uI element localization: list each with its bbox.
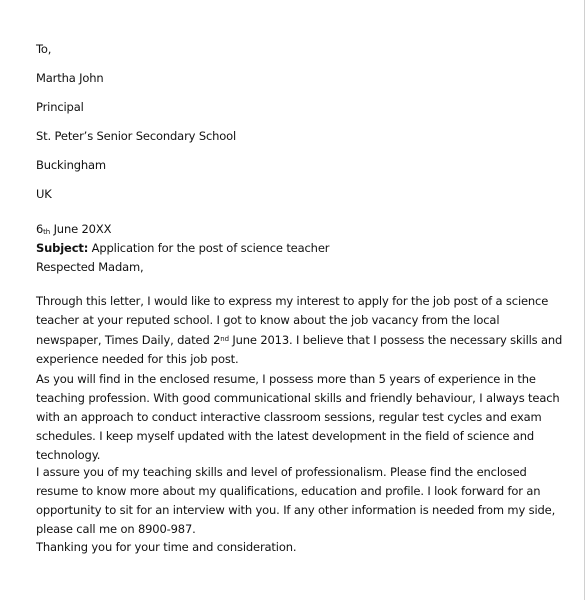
paragraph-1-text-end: June 2013. I believe that I possess the necessary skills and experience needed for this job post. xyxy=(36,333,563,366)
date-day: 6 xyxy=(36,222,44,236)
closing: Thanking you for your time and consideration. xyxy=(36,540,297,554)
school-name: St. Peter’s Senior Secondary School xyxy=(36,129,237,143)
paragraph-1-sup: nd xyxy=(220,335,229,343)
country: UK xyxy=(36,187,52,201)
date-suffix: th xyxy=(43,228,51,236)
letter-date xyxy=(36,222,111,239)
paragraph-1 xyxy=(36,292,566,369)
city: Buckingham xyxy=(36,158,106,172)
subject-label: Subject: xyxy=(36,241,89,255)
paragraph-3: I assure you of my teaching skills and level of professionalism. Please find the enclosed resume to know more about my qualifications, education and profile. I look forward for an opportunity to sit for an interview with you. If any other information is needed from my side, please call me on 8900-987. xyxy=(36,465,556,536)
greeting: Respected Madam, xyxy=(36,260,144,274)
paragraph-1-text: Through this letter, I would like to express my interest to apply for the job post of a science teacher at your reputed school. I got to know about the job vacancy from the local newspaper, Times Daily, dated 2 xyxy=(36,294,549,347)
subject-text: Application for the post of science teacher xyxy=(88,241,330,255)
salutation-to: To, xyxy=(36,42,52,56)
paragraph-2: As you will find in the enclosed resume, I possess more than 5 years of experience in the teaching profession. With good communicational skills and friendly behaviour, I always teach with an approach to conduct interactive classroom sessions, regular test cycles and exam schedules. I keep myself updated with the latest development in the field of science and technology. xyxy=(36,372,560,462)
recipient-title: Principal xyxy=(36,100,84,114)
subject-line xyxy=(36,241,329,255)
recipient-name: Martha John xyxy=(36,71,104,85)
date-rest: June 20XX xyxy=(50,222,112,236)
